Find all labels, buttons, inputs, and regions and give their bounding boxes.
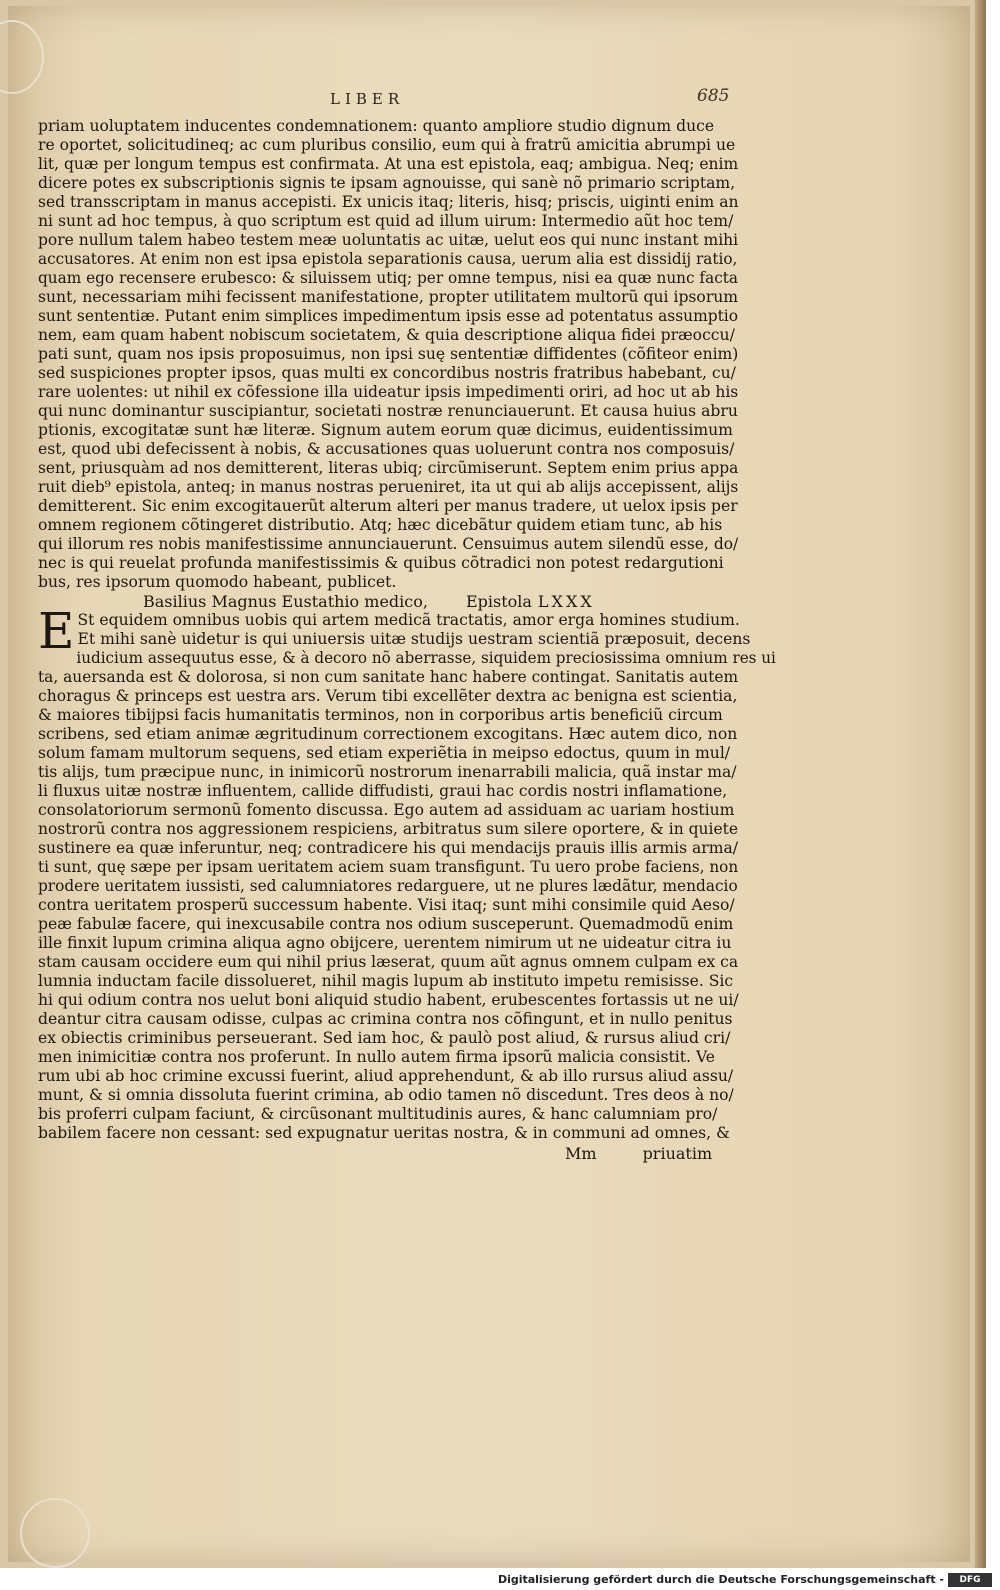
- folio-number: 685: [697, 86, 730, 106]
- text-line: sed suspiciones propter ipsos, quas multi ex concordibus nostris fratribus habebant, cu/: [38, 364, 736, 382]
- text-line: quam ego recensere erubesco: & siluissem utiq; per omne tempus, nisi ea quæ nunc facta: [38, 269, 739, 287]
- text-line: sunt sententiæ. Putant enim simplices impedimentum ipsis esse ad potentatus assumptio: [38, 307, 739, 325]
- text-line: & maiores tibijpsi facis humanitatis terminos, non in corporibus artis beneficiũ circum: [38, 706, 723, 724]
- text-line: accusatores. At enim non est ipsa epistola separationis causa, uerum alia est dissidij ratio,: [38, 250, 738, 268]
- text-block: [38, 117, 776, 1165]
- text-line: St equidem omnibus uobis qui artem medicã tractatis, amor erga homines studium.: [77, 611, 740, 629]
- running-head: LIBER: [330, 90, 405, 108]
- text-line: sent, priusquàm ad nos demitterent, literas ubiq; circũmiserunt. Septem enim prius appa: [38, 459, 739, 477]
- text-line: sustinere ea quæ inferuntur, neq; contradicere his qui mendacijs prauis illis armis arma/: [38, 839, 739, 857]
- text-line: Et mihi sanè uidetur is qui uniuersis uitæ studijs uestram scientiã præposuit, decens: [77, 630, 751, 648]
- text-line: ruit dieb⁹ epistola, anteq; in manus nostras perueniret, ita ut qui ab alijs accepissent, alijs: [38, 478, 739, 496]
- heading-title: Basilius Magnus Eustathio medico,: [143, 592, 428, 611]
- text-line: munt, & si omnia dissoluta fuerint crimina, ab odio tamen nõ discedunt. Tres deos à no/: [38, 1086, 734, 1104]
- initial-letter: E: [38, 602, 75, 660]
- heading-epistola: Epistola: [465, 592, 532, 611]
- text-line: pore nullum talem habeo testem meæ uoluntatis ac uitæ, uelut eos qui nunc instant mihi: [38, 231, 739, 249]
- text-line: demitterent. Sic enim excogitauerũt alterum alteri per manus tradere, ut uelox ipsis per: [38, 497, 738, 515]
- text-line: prodere ueritatem iussisti, sed calumniatores redarguere, ut ne plures lædãtur, mendacio: [38, 877, 738, 895]
- text-line: stam causam occidere eum qui nihil prius læserat, quum aũt agnus omnem culpam ex ca: [38, 953, 739, 971]
- text-line: rum ubi ab hoc crimine excussi fuerint, aliud apprehendunt, & ab illo rursus aliud assu/: [38, 1067, 734, 1085]
- text-line: ptionis, excogitatæ sunt hæ literæ. Signum autem eorum quæ dicimus, euidentissimum: [38, 421, 733, 439]
- footer-bar: [0, 1570, 1000, 1590]
- text-line: bis proferri culpam faciunt, & circũsonant multitudinis aures, & hanc calumniam pro/: [38, 1105, 718, 1123]
- text-line: rare uolentes: ut nihil ex cõfessione illa uideatur ipsis impedimenti oriri, ad hoc ut ab his: [38, 383, 739, 401]
- text-line: deantur citra causam odisse, culpas ac crimina contra nos cõfingunt, et in nullo penitus: [38, 1010, 733, 1028]
- catchword: priuatim: [642, 1144, 713, 1163]
- text-line: bus, res ipsorum quomodo habeant, publicet.: [38, 573, 397, 591]
- text-line: qui nunc dominantur suscipiantur, societati nostræ renunciauerunt. Et causa huius abru: [38, 402, 738, 420]
- text-line: pati sunt, quam nos ipsis proposuimus, non ipsi suę sententiæ diffidentes (cõfiteor enim): [38, 345, 739, 363]
- text-line: choragus & princeps est uestra ars. Verum tibi excellẽter dextra ac benigna est scientia,: [38, 687, 738, 705]
- text-line: iudicium assequutus esse, & à decoro nõ aberrasse, siquidem preciosissima omnium res ui: [76, 649, 776, 667]
- text-line: men inimicitiæ contra nos proferunt. In nullo autem firma ipsorũ malicia consistit. Ve: [38, 1048, 716, 1066]
- text-line: scribens, sed etiam animæ ægritudinum correctionem excogitans. Hæc autem dico, non: [38, 725, 738, 743]
- text-line: ta, auersanda est & dolorosa, si non cum sanitate hanc habere contingat. Sanitatis autem: [38, 668, 739, 686]
- text-after-heading: [38, 602, 776, 1143]
- footer-credit: Digitalisierung gefördert durch die Deutsche Forschungsgemeinschaft -: [497, 1573, 944, 1586]
- text-line: lumnia inductam facile dissolueret, nihil magis lupum ab instituto impetu remisisse. Sic: [38, 972, 734, 990]
- text-line: re oportet, solicitudineq; ac cum pluribus consilio, eum qui à fratrũ amicitia abrumpi ue: [38, 136, 736, 154]
- text-line: priam uoluptatem inducentes condemnationem: quanto ampliore studio dignum duce: [38, 117, 715, 135]
- text-line: ille finxit lupum crimina aliqua agno obijcere, uerentem nimirum ut ne uideatur citra iu: [38, 934, 732, 952]
- text-line: ex obiectis criminibus perseuerant. Sed iam hoc, & paulò post aliud, & rursus aliud cri/: [38, 1029, 731, 1047]
- text-line: omnem regionem cõtingeret distributio. Atq; hæc dicebãtur quidem etiam tunc, ab his: [38, 516, 723, 534]
- text-line: sed transscriptam in manus accepisti. Ex unicis itaq; literis, hisq; priscis, uiginti enim an: [38, 193, 739, 211]
- text-line: ti sunt, quę sæpe per ipsam ueritatem aciem suam transfigunt. Tu uero probe faciens, non: [38, 858, 739, 876]
- text-line: nec is qui reuelat profunda manifestissimis & quibus cõtradici non potest redargutioni: [38, 554, 724, 572]
- page-edge: [975, 0, 986, 1568]
- binding-string-bottom: [20, 1498, 90, 1568]
- catch-line: [38, 1143, 738, 1165]
- text-line: sunt, necessariam mihi fecissent manifestatione, propter utilitatem multorũ qui ipsorum: [38, 288, 739, 306]
- text-line: li fluxus uitæ nostræ influentem, callide diffudisti, graui hac cordis nostri inflamatione,: [38, 782, 728, 800]
- text-line: tis alijs, tum præcipue nunc, in inimicorũ nostrorum inenarrabili malicia, quã instar ma/: [38, 763, 737, 781]
- heading-number: LXXX: [537, 592, 595, 611]
- text-line: babilem facere non cessant: sed expugnatur ueritas nostra, & in communi ad omnes, &: [38, 1124, 730, 1142]
- text-line: solum famam multorum sequens, sed etiam experiẽtia in meipso edoctus, quum in mul/: [38, 744, 731, 762]
- text-line: hi qui odium contra nos uelut boni aliquid studio habent, erubescentes fortassis ut ne ui/: [38, 991, 739, 1009]
- text-line: consolatoriorum sermonũ fomento discussa. Ego autem ad assiduam ac uariam hostium: [38, 801, 735, 819]
- text-line: ni sunt ad hoc tempus, à quo scriptum est quid ad illum uirum: Intermedio aũt hoc tem/: [38, 212, 734, 230]
- text-line: nem, eam quam habent nobiscum societatem, & quia descriptione aliqua fidei præoccu/: [38, 326, 735, 344]
- text-line: est, quod ubi defecissent à nobis, & accusationes quas uoluerunt contra nos composuis/: [38, 440, 735, 458]
- text-line: qui illorum res nobis manifestissime annunciauerunt. Censuimus autem silendũ esse, do/: [38, 535, 739, 553]
- text-line: contra ueritatem prosperũ successum habente. Visi itaq; sunt mihi consimile quid Aeso/: [38, 896, 735, 914]
- dfg-logo: DFG: [948, 1573, 992, 1587]
- text-line: dicere potes ex subscriptionis signis te ipsam agnouisse, qui sanè nõ primario scriptam,: [38, 174, 736, 192]
- text-before-heading: [38, 117, 738, 592]
- text-line: nostrorũ contra nos aggressionem respiciens, arbitratus sum silere oportere, & in quiete: [38, 820, 739, 838]
- letter-heading: [38, 592, 738, 611]
- signature-mark: Mm: [565, 1144, 597, 1163]
- text-line: peæ fabulæ facere, qui inexcusabile contra nos odium susceperunt. Quemadmodũ enim: [38, 915, 734, 933]
- text-line: lit, quæ per longum tempus est confirmata. At una est epistola, eaq; ambigua. Neq; enim: [38, 155, 739, 173]
